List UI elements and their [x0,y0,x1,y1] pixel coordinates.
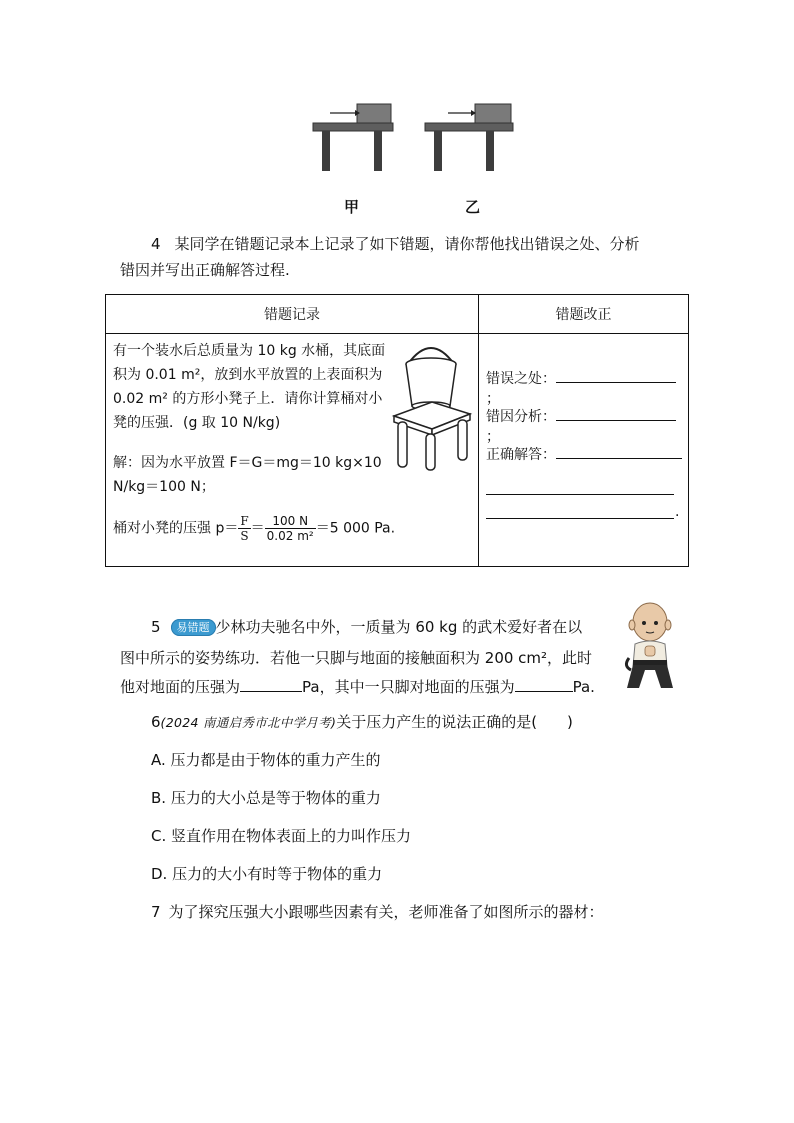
fix-error-semicolon: ； [486,391,500,407]
fraction-values: $\frac{100 N}{\text{0.02 m²}}$ [266,514,314,543]
q7-number: 7 [151,903,161,921]
solution-prefix: 桶对小凳的压强 p＝ [113,520,239,537]
bucket-on-stool-illustration [386,334,476,474]
fix-answer-label: 正确解答： [486,447,556,463]
q5-line3-a: 他对地面的压强为 [120,678,241,696]
q6-source: (2024 南通启秀市北中学月考) [160,715,337,730]
q6-option-a[interactable]: A. 压力都是由于物体的重力产生的 [151,751,381,769]
q5-line3-c: Pa. [572,678,595,696]
q7-question: 为了探究压强大小跟哪些因素有关，老师准备了如图所示的器材： [168,903,604,921]
q4-number: 4 [151,235,161,253]
fraction-equals: ＝ [250,520,265,537]
fix-error-label: 错误之处： [486,371,556,387]
fix-cause-label: 错因分析： [486,409,556,425]
q6-option-c[interactable]: C. 竖直作用在物体表面上的力叫作压力 [151,827,412,845]
q5-line2: 图中所示的姿势练功．若他一只脚与地面的接触面积为 200 cm²，此时 [120,649,593,667]
q4-stem-1: 某同学在错题记录本上记录了如下错题，请你帮他找出错误之处、分析 [174,235,640,253]
fix-cause-blank[interactable] [556,404,676,421]
fix-answer-blank-1[interactable] [556,442,682,459]
solution-line-2: N/kg＝100 N； [113,479,215,495]
fix-cause-semicolon: ； [486,429,500,445]
solution-line-3 [113,514,395,543]
q5-stem-1: 少林功夫驰名中外，一质量为 60 kg 的武术爱好者在以 [215,618,583,636]
error-record-table [105,294,689,567]
q6-number: 6 [151,713,161,731]
fix-error-row [486,366,688,408]
q7-stem [151,898,604,927]
fix-cause-row [486,404,688,446]
problem-line-1: 有一个装水后总质量为 10 kg 水桶，其底面 [113,343,386,359]
problem-line-2: 积为 0.01 m²，放到水平放置的上表面积为 [113,367,383,383]
fix-answer-row [486,442,682,464]
tables-illustration [305,98,525,178]
error-fix-cell [479,334,689,567]
error-record-cell [106,334,479,567]
fraction-f-over-s: $\frac{F}{S}$ [240,514,249,543]
q6-stem [151,708,573,737]
tables-figure [305,98,525,178]
fix-answer-blank-2[interactable] [486,478,674,495]
figure-label-yi: 乙 [465,198,481,216]
fix-answer-period: . [675,504,680,520]
figure-label-jia: 甲 [344,198,360,216]
header-error-fix: 错题改正 [479,295,689,334]
solution-result: ＝5 000 Pa. [315,520,396,537]
q5-blank-1[interactable] [240,675,302,692]
solution-line-1: 解：因为水平放置 F＝G＝mg＝10 kg×10 [113,455,382,471]
fix-answer-blank-3[interactable] [486,502,674,519]
q5-line1 [151,613,582,642]
header-error-record: 错题记录 [106,295,479,334]
problem-line-4: 凳的压强．(g 取 10 N/kg) [113,415,281,431]
q5-line3 [120,673,595,702]
q4-line1 [151,230,640,259]
error-prone-badge: 易错题 [171,619,216,636]
martial-artist-illustration [619,600,681,692]
problem-line-3: 0.02 m² 的方形小凳子上．请你计算桶对小 [113,391,383,407]
fix-error-blank[interactable] [556,366,676,383]
q6-option-b[interactable]: B. 压力的大小总是等于物体的重力 [151,789,381,807]
q5-number: 5 [151,618,161,636]
q6-option-d[interactable]: D. 压力的大小有时等于物体的重力 [151,865,383,883]
q6-question: 关于压力产生的说法正确的是( ) [336,713,573,731]
q4-line2: 错因并写出正确解答过程. [120,261,290,279]
q5-blank-2[interactable] [515,675,573,692]
q5-line3-b: Pa，其中一只脚对地面的压强为 [302,678,515,696]
